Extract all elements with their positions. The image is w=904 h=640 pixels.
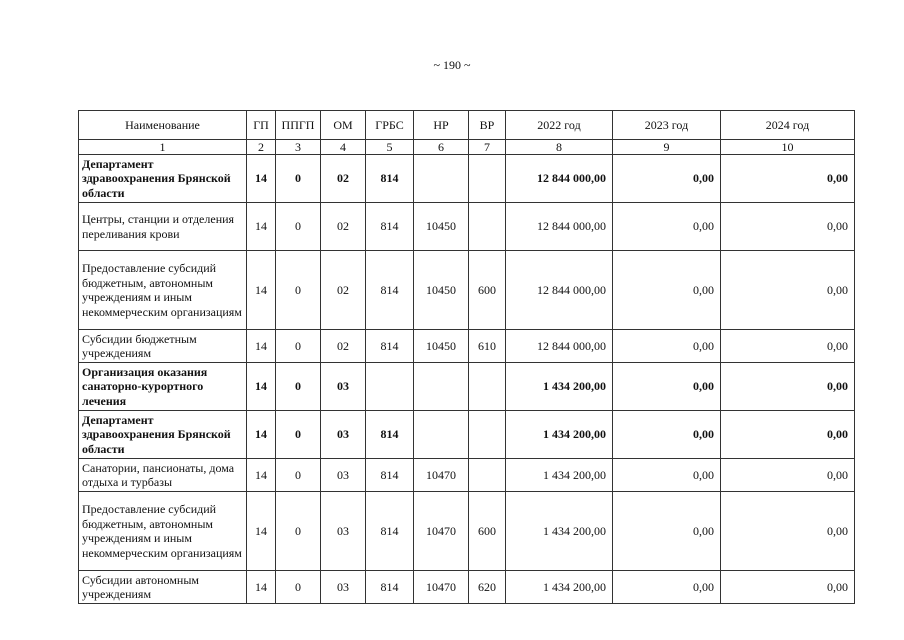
table-row [79, 459, 855, 492]
column-number: 3 [276, 140, 321, 155]
cell-ppgp: 0 [276, 330, 321, 363]
header-ppgp: ППГП [276, 111, 321, 140]
column-number: 7 [469, 140, 506, 155]
cell-grbs: 814 [366, 330, 414, 363]
cell-om: 03 [321, 363, 366, 411]
header-grbs: ГРБС [366, 111, 414, 140]
cell-2022: 1 434 200,00 [506, 363, 613, 411]
table-row [79, 411, 855, 459]
cell-nr: 10470 [414, 571, 469, 604]
cell-ppgp: 0 [276, 251, 321, 330]
header-nr: НР [414, 111, 469, 140]
cell-vr [469, 363, 506, 411]
budget-table [78, 110, 855, 604]
column-number: 8 [506, 140, 613, 155]
cell-2024: 0,00 [721, 459, 855, 492]
cell-vr: 600 [469, 251, 506, 330]
table-row [79, 155, 855, 203]
cell-gp: 14 [247, 155, 276, 203]
row-name-cell: Предоставление субсидий бюджетным, автономным учреждениям и иным некоммерческим организациям [79, 492, 247, 571]
column-number: 9 [613, 140, 721, 155]
row-name-cell: Центры, станции и отделения переливания крови [79, 203, 247, 251]
cell-ppgp: 0 [276, 492, 321, 571]
table-row [79, 203, 855, 251]
table-body [79, 155, 855, 604]
cell-gp: 14 [247, 251, 276, 330]
cell-2023: 0,00 [613, 251, 721, 330]
cell-om: 02 [321, 251, 366, 330]
column-number: 10 [721, 140, 855, 155]
cell-gp: 14 [247, 411, 276, 459]
cell-2022: 1 434 200,00 [506, 459, 613, 492]
cell-nr [414, 411, 469, 459]
table-row [79, 363, 855, 411]
cell-2023: 0,00 [613, 203, 721, 251]
cell-2022: 12 844 000,00 [506, 203, 613, 251]
cell-2023: 0,00 [613, 459, 721, 492]
column-number: 5 [366, 140, 414, 155]
cell-vr [469, 411, 506, 459]
cell-2024: 0,00 [721, 363, 855, 411]
header-gp: ГП [247, 111, 276, 140]
cell-vr [469, 203, 506, 251]
cell-ppgp: 0 [276, 155, 321, 203]
cell-grbs [366, 363, 414, 411]
cell-2024: 0,00 [721, 411, 855, 459]
cell-2022: 12 844 000,00 [506, 251, 613, 330]
table-header-row [79, 111, 855, 140]
cell-2023: 0,00 [613, 363, 721, 411]
header-2024: 2024 год [721, 111, 855, 140]
cell-nr [414, 363, 469, 411]
cell-2024: 0,00 [721, 251, 855, 330]
page-number: ~ 190 ~ [433, 58, 471, 72]
cell-nr [414, 155, 469, 203]
column-number-row [79, 140, 855, 155]
cell-2024: 0,00 [721, 492, 855, 571]
cell-grbs: 814 [366, 459, 414, 492]
cell-vr: 610 [469, 330, 506, 363]
cell-2022: 12 844 000,00 [506, 155, 613, 203]
cell-2023: 0,00 [613, 330, 721, 363]
cell-om: 02 [321, 155, 366, 203]
cell-gp: 14 [247, 492, 276, 571]
cell-ppgp: 0 [276, 411, 321, 459]
cell-2024: 0,00 [721, 571, 855, 604]
cell-gp: 14 [247, 459, 276, 492]
table-row [79, 492, 855, 571]
header-2022: 2022 год [506, 111, 613, 140]
cell-vr: 620 [469, 571, 506, 604]
row-name-cell: Предоставление субсидий бюджетным, автономным учреждениям и иным некоммерческим организациям [79, 251, 247, 330]
header-vr: ВР [469, 111, 506, 140]
cell-nr: 10450 [414, 203, 469, 251]
table-row [79, 571, 855, 604]
column-number: 1 [79, 140, 247, 155]
cell-nr: 10450 [414, 251, 469, 330]
cell-ppgp: 0 [276, 363, 321, 411]
column-number: 4 [321, 140, 366, 155]
cell-grbs: 814 [366, 251, 414, 330]
cell-vr [469, 459, 506, 492]
row-name-cell: Департамент здравоохранения Брянской области [79, 411, 247, 459]
cell-grbs: 814 [366, 411, 414, 459]
cell-gp: 14 [247, 363, 276, 411]
table-row [79, 330, 855, 363]
row-name-cell: Организация оказания санаторно-курортного лечения [79, 363, 247, 411]
cell-grbs: 814 [366, 203, 414, 251]
cell-2023: 0,00 [613, 155, 721, 203]
cell-2023: 0,00 [613, 411, 721, 459]
column-number: 2 [247, 140, 276, 155]
header-2023: 2023 год [613, 111, 721, 140]
cell-2022: 12 844 000,00 [506, 330, 613, 363]
header-om: ОМ [321, 111, 366, 140]
cell-2022: 1 434 200,00 [506, 492, 613, 571]
cell-gp: 14 [247, 203, 276, 251]
row-name-cell: Субсидии бюджетным учреждениям [79, 330, 247, 363]
row-name-cell: Департамент здравоохранения Брянской области [79, 155, 247, 203]
cell-2024: 0,00 [721, 203, 855, 251]
cell-ppgp: 0 [276, 203, 321, 251]
cell-2023: 0,00 [613, 571, 721, 604]
cell-ppgp: 0 [276, 571, 321, 604]
cell-om: 03 [321, 492, 366, 571]
cell-om: 03 [321, 411, 366, 459]
cell-2022: 1 434 200,00 [506, 411, 613, 459]
cell-grbs: 814 [366, 492, 414, 571]
cell-2023: 0,00 [613, 492, 721, 571]
cell-gp: 14 [247, 571, 276, 604]
cell-2024: 0,00 [721, 330, 855, 363]
header-name: Наименование [79, 111, 247, 140]
cell-nr: 10470 [414, 459, 469, 492]
cell-vr [469, 155, 506, 203]
cell-vr: 600 [469, 492, 506, 571]
cell-om: 02 [321, 330, 366, 363]
cell-om: 03 [321, 571, 366, 604]
cell-gp: 14 [247, 330, 276, 363]
cell-nr: 10470 [414, 492, 469, 571]
cell-2024: 0,00 [721, 155, 855, 203]
cell-om: 02 [321, 203, 366, 251]
cell-2022: 1 434 200,00 [506, 571, 613, 604]
cell-ppgp: 0 [276, 459, 321, 492]
table-row [79, 251, 855, 330]
cell-nr: 10450 [414, 330, 469, 363]
cell-om: 03 [321, 459, 366, 492]
row-name-cell: Субсидии автономным учреждениям [79, 571, 247, 604]
cell-grbs: 814 [366, 155, 414, 203]
column-number: 6 [414, 140, 469, 155]
row-name-cell: Санатории, пансионаты, дома отдыха и турбазы [79, 459, 247, 492]
cell-grbs: 814 [366, 571, 414, 604]
